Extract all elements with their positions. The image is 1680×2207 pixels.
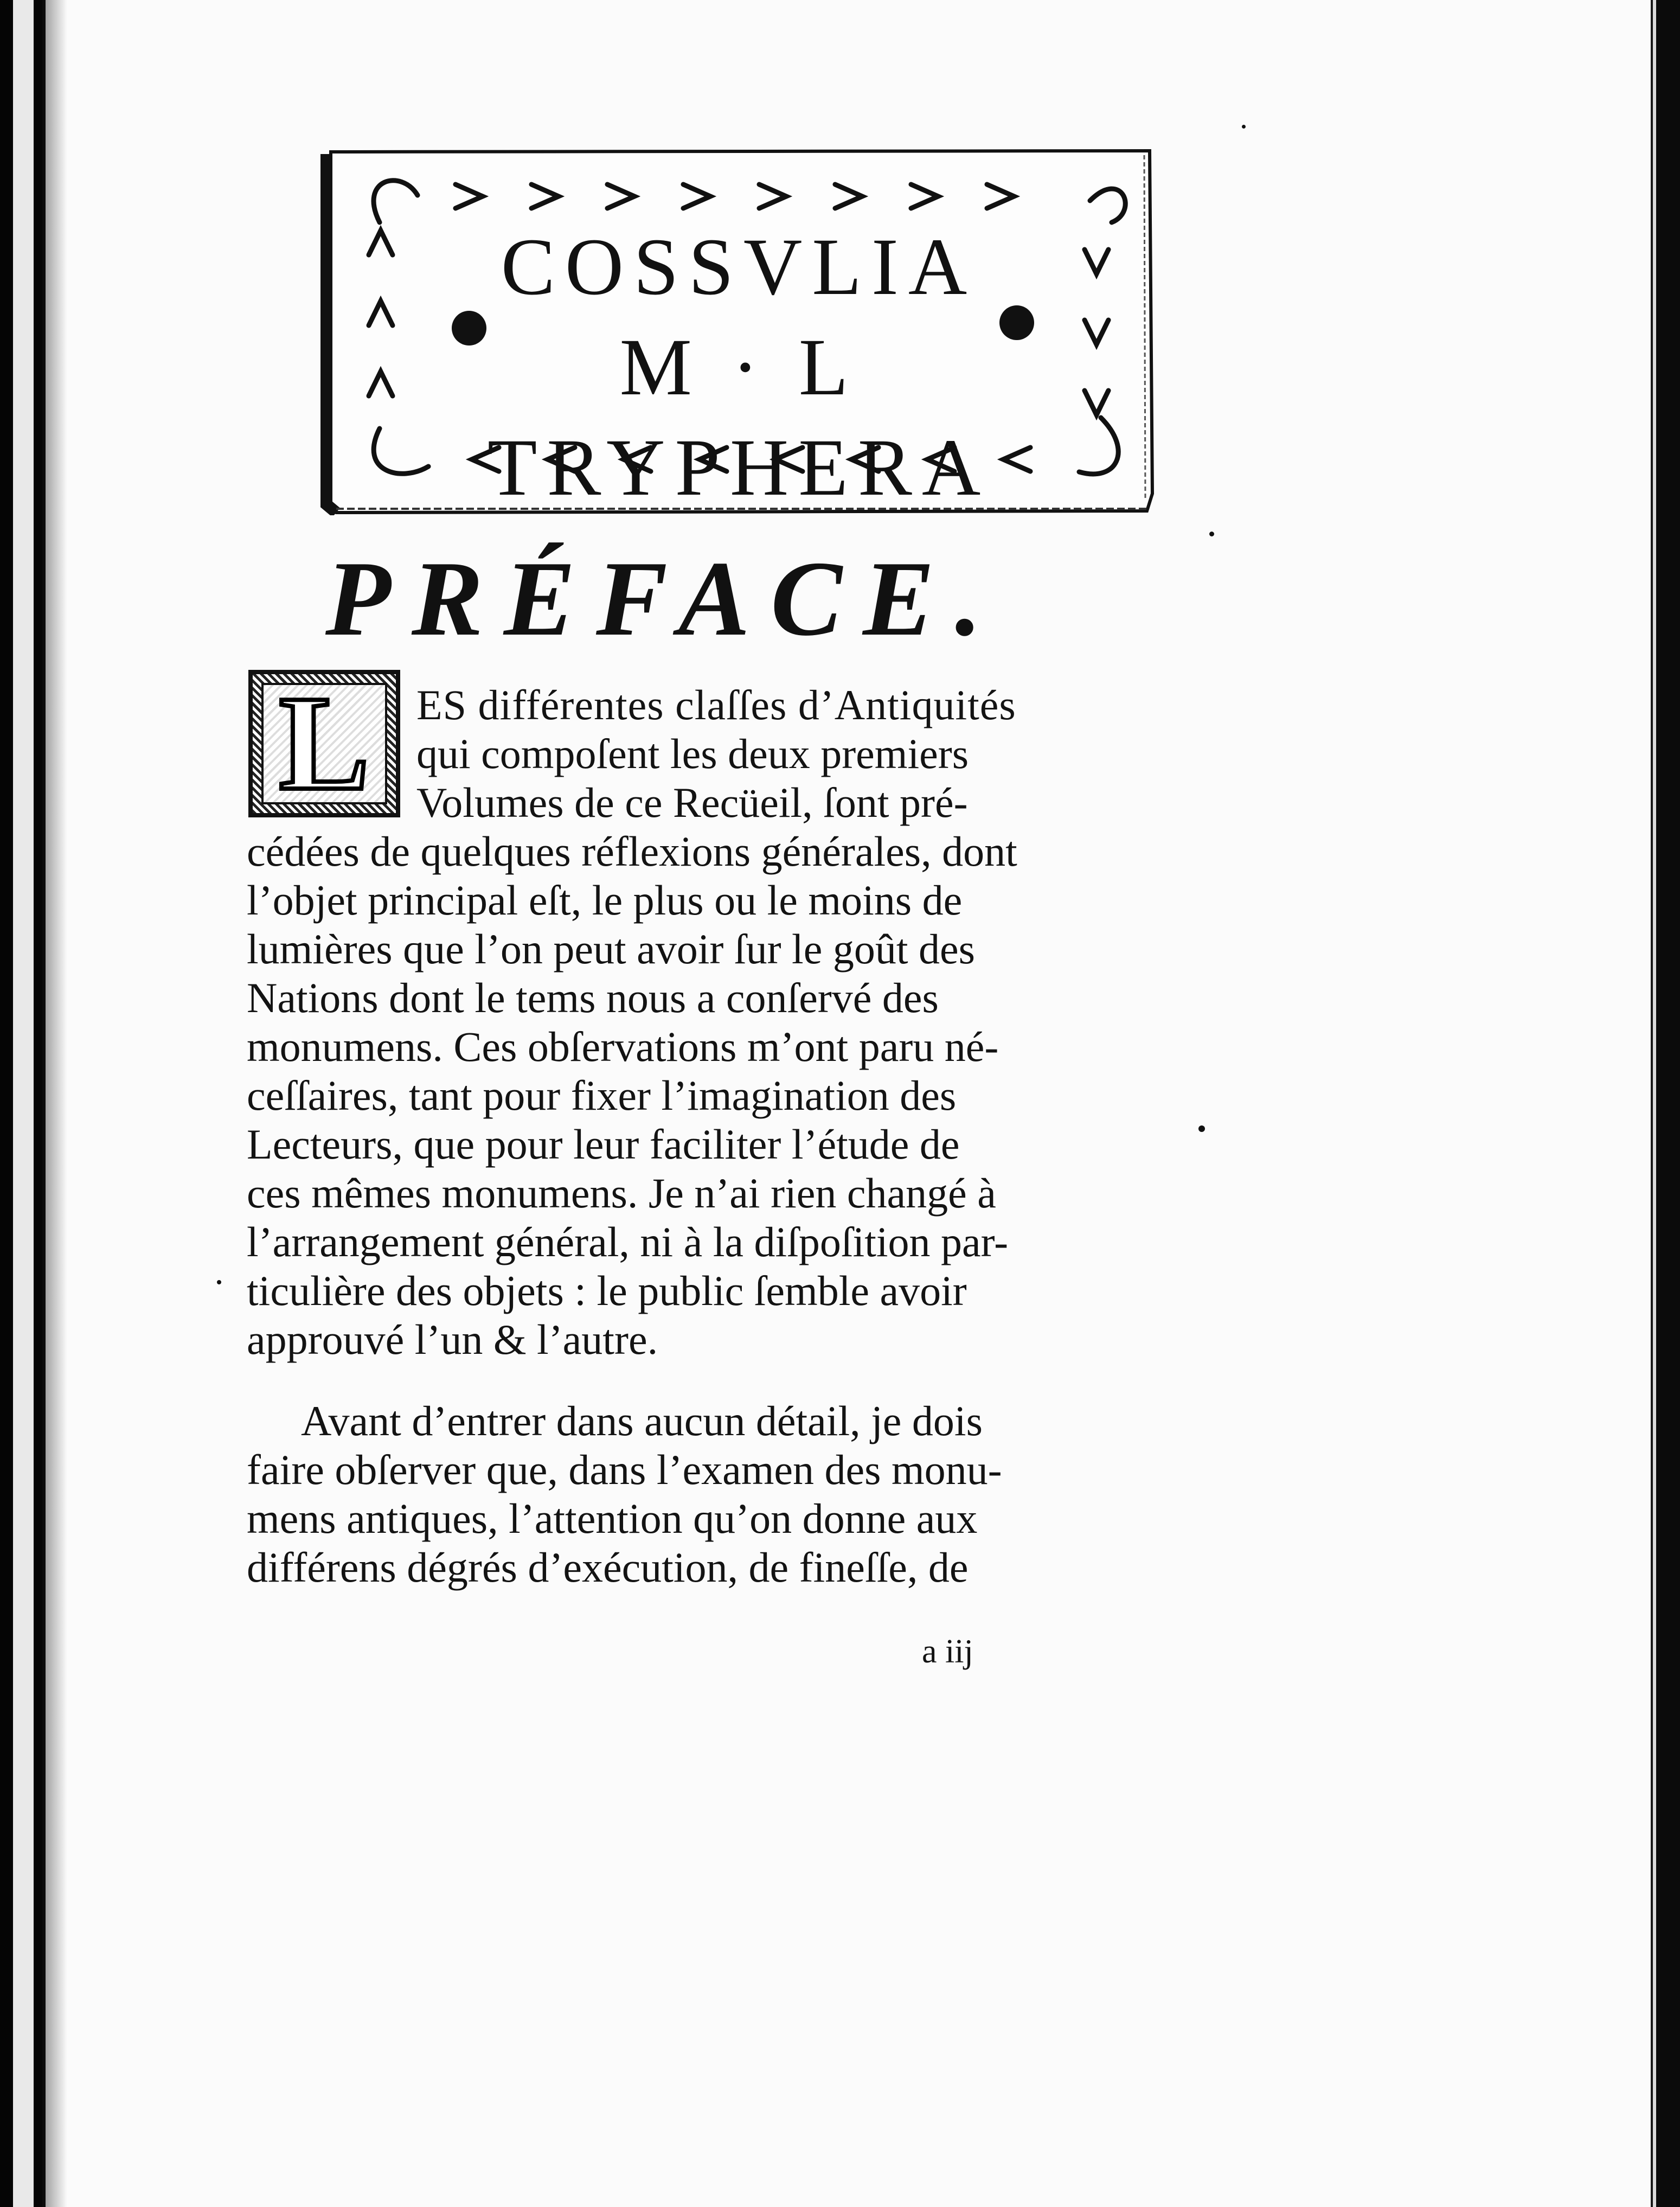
text-line: Nations dont le tems nous a conſervé des: [247, 974, 939, 1021]
text-line: mens antiques, l’attention qu’on donne aux: [247, 1495, 978, 1542]
inscription-line-2: M · L: [619, 322, 858, 412]
text-line: qui compoſent les deux premiers: [416, 730, 969, 777]
text-line: ES différentes claſſes d’Antiquités: [416, 681, 1016, 728]
text-line: lumières que l’on peut avoir ſur le goût des: [247, 925, 975, 973]
text-line: Avant d’entrer dans aucun détail, je dois: [301, 1397, 983, 1444]
ink-speck: [1198, 1125, 1205, 1132]
ink-speck: [1209, 532, 1214, 536]
inscription-line-3: TRYPHERA: [487, 423, 991, 513]
ink-speck: [1242, 125, 1246, 129]
page-edge: [1653, 0, 1656, 2207]
text-line: ticulière des objets : le public ſemble avoir: [247, 1267, 967, 1314]
inscription-tablet: [320, 146, 1158, 515]
text-line: monumens. Ces obſervations m’ont paru né-: [247, 1023, 999, 1070]
drop-cap: [248, 670, 400, 817]
inscription-line-1: COSSVLIA: [501, 222, 977, 312]
binding-strip: [13, 0, 34, 2207]
text-line: ceſſaires, tant pour fixer l’imagination des: [247, 1072, 957, 1119]
drop-cap-letter: L: [279, 668, 370, 818]
text-line: faire obſerver que, dans l’examen des monu-: [247, 1446, 1002, 1493]
inscription-text: [320, 217, 1158, 518]
text-line: l’arrangement général, ni à la diſpoſition par-: [247, 1218, 1009, 1265]
gutter-shadow: [46, 0, 67, 2207]
ink-speck: [217, 1280, 221, 1284]
text-line: approuvé l’un & l’autre.: [247, 1316, 658, 1363]
text-line: Lecteurs, que pour leur faciliter l’étude de: [247, 1121, 960, 1168]
text-line: l’objet principal eſt, le plus ou le moins de: [247, 877, 963, 924]
text-line: Volumes de ce Recüeil, ſont pré-: [416, 779, 968, 826]
drop-cap-frame: [261, 668, 387, 818]
text-line: ces mêmes monumens. Je n’ai rien changé à: [247, 1169, 996, 1217]
signature-mark: a iij: [922, 1633, 973, 1670]
page-title: PRÉFACE.: [325, 539, 1003, 658]
text-line: cédées de quelques réflexions générales, dont: [247, 828, 1017, 875]
text-line: différens dégrés d’exécution, de fineſſe, de: [247, 1544, 969, 1591]
